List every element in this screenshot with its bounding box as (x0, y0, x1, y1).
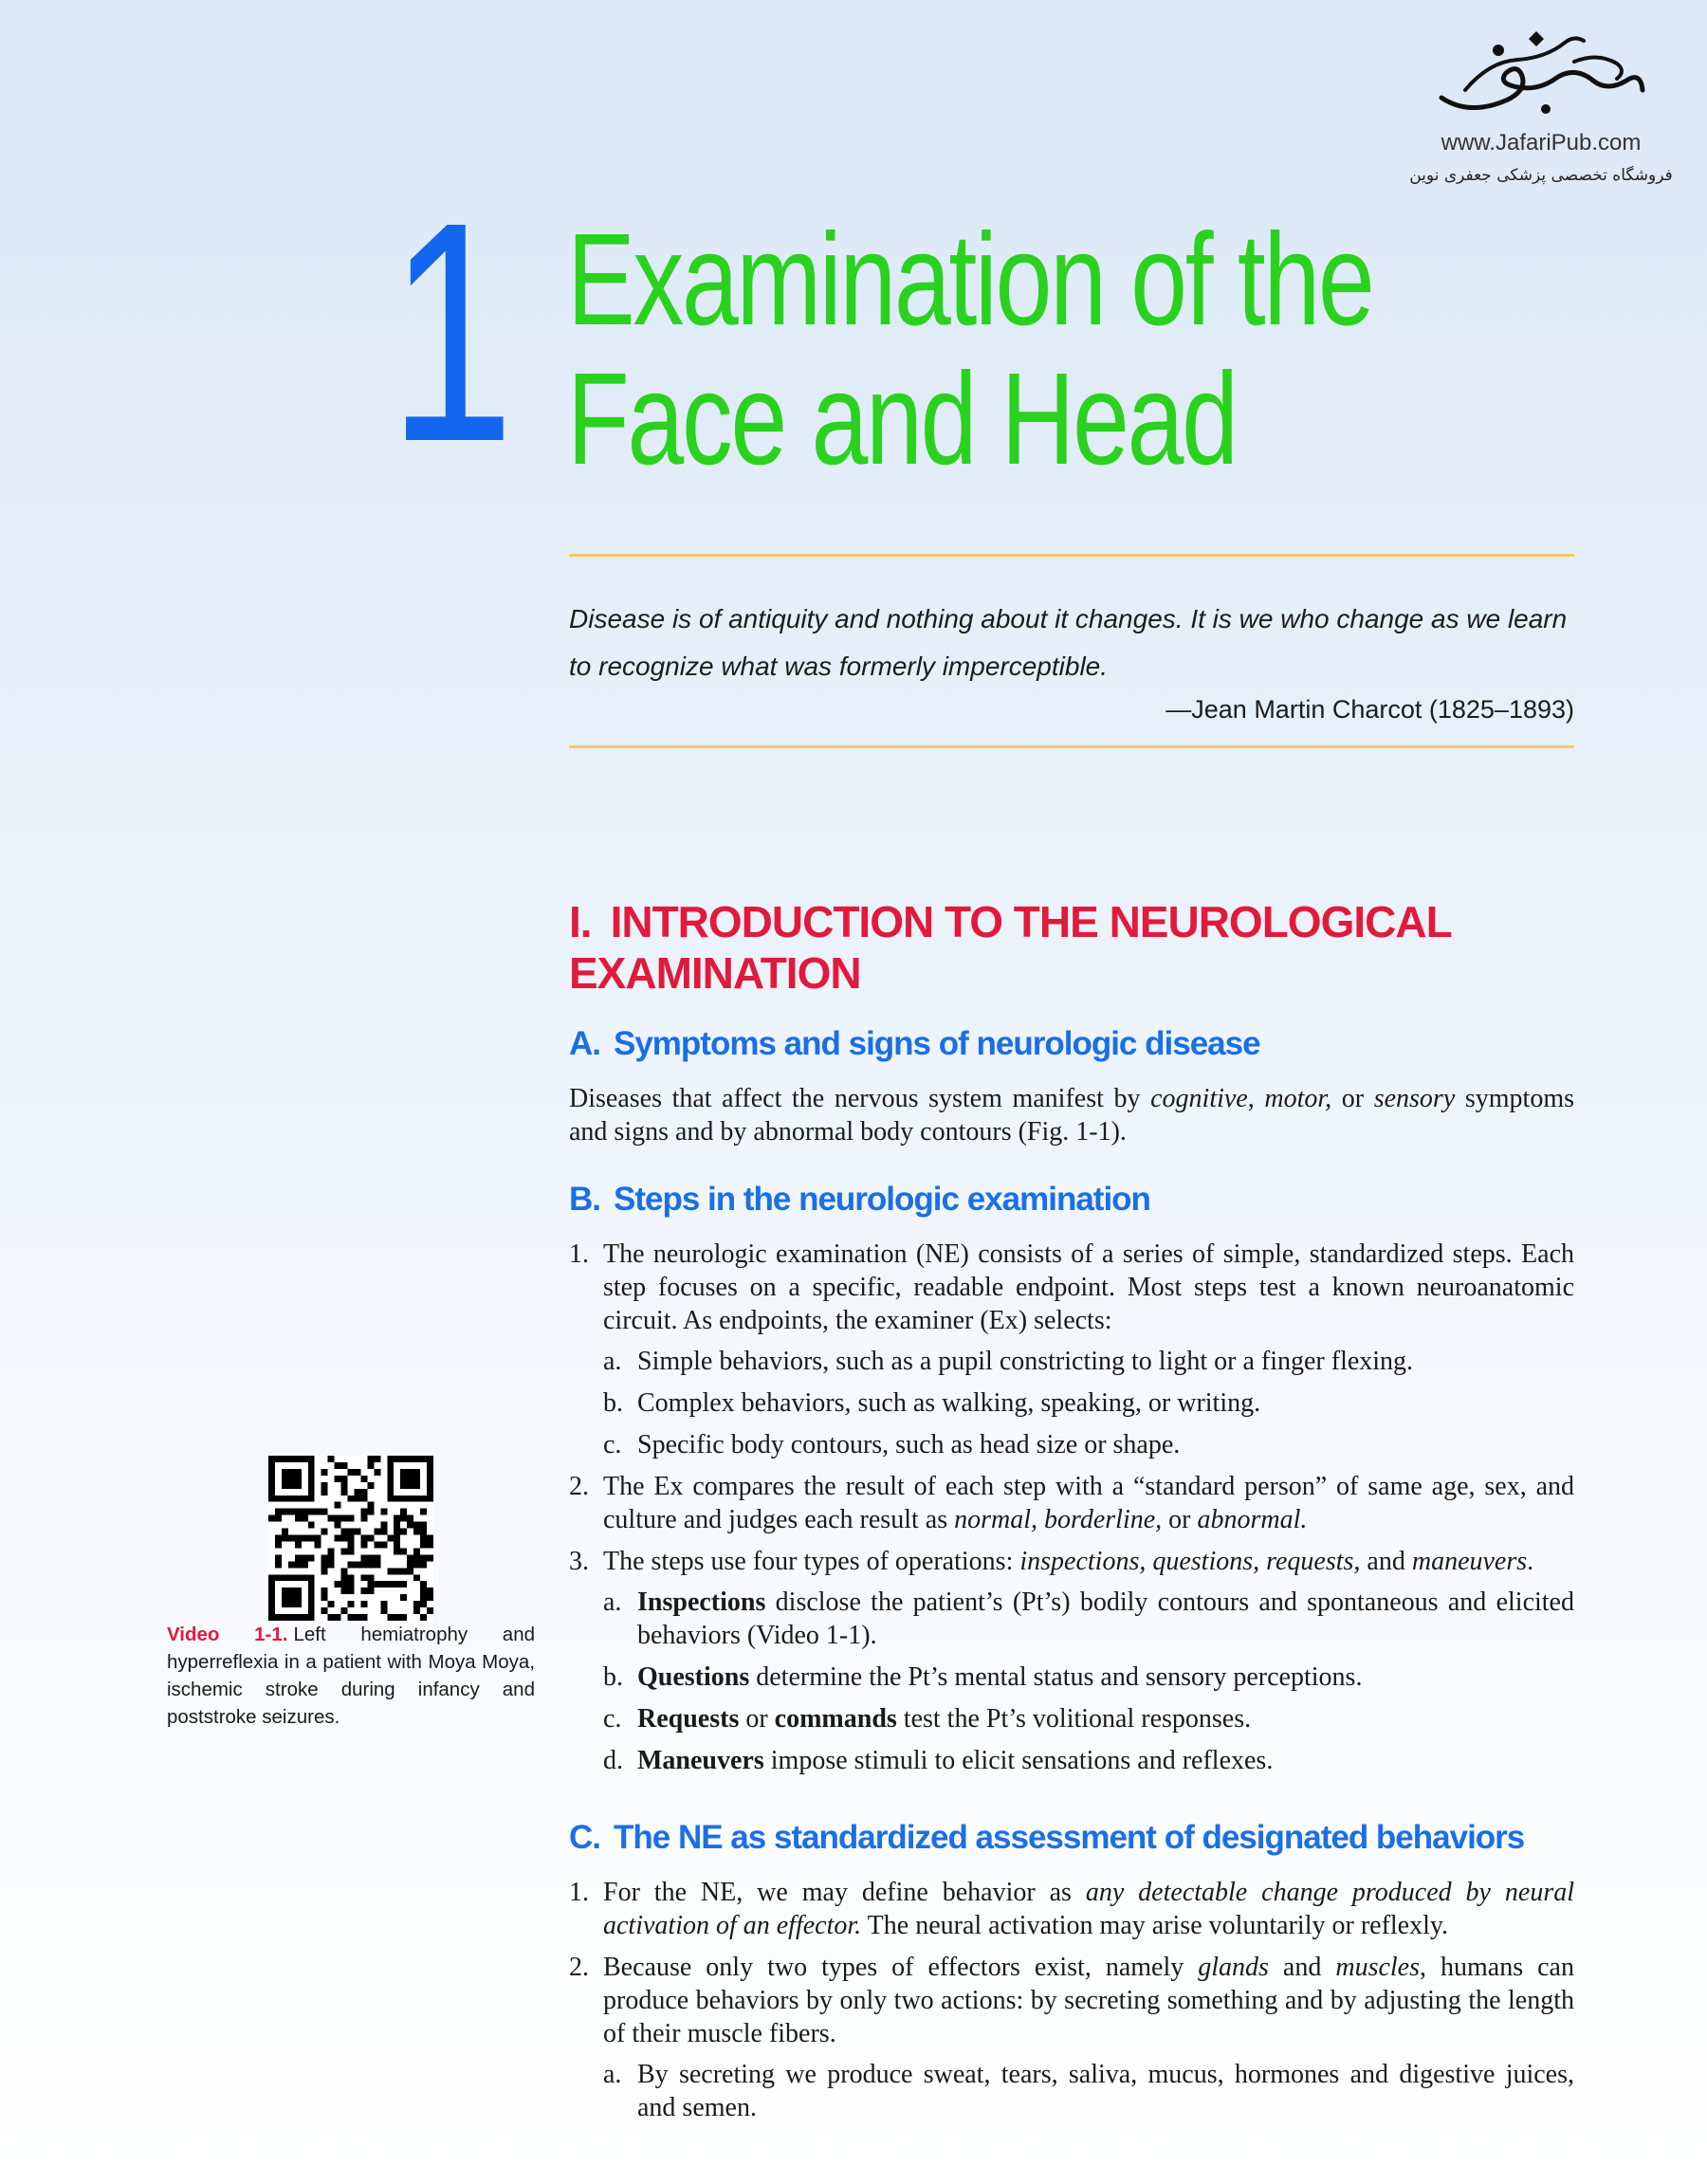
list-item (603, 1345, 1574, 1378)
list-marker: b. (603, 1662, 623, 1692)
text-run: Diseases that affect the nervous system manifest by (569, 1084, 1151, 1113)
text-run: and (1360, 1547, 1412, 1576)
video-label: Video 1-1. (167, 1624, 288, 1645)
chapter-title-line1: Examination of the (567, 207, 1373, 353)
subsection-c-heading (569, 1819, 1574, 1857)
publisher-persian-name: فروشگاه تخصصی پزشکی جعفری نوین (1409, 166, 1673, 185)
section-title: INTRODUCTION TO THE NEUROLOGICAL EXAMINATION (569, 897, 1451, 998)
publisher-emblem-icon (1432, 24, 1650, 128)
list-item (603, 2058, 1574, 2124)
text-run: , humans can produce behaviors by only two actions: by secreting something and by adjusting the length of their muscle fibers. (603, 1953, 1574, 2048)
text-run: The neural activation may arise voluntarily or reflexly. (861, 1911, 1449, 1940)
video-qr-code-icon[interactable] (268, 1456, 433, 1621)
italic-run: maneuvers (1411, 1547, 1528, 1576)
list-marker: c. (603, 1430, 622, 1459)
subsection-c-number: C. (569, 1819, 600, 1856)
list-item-text: Simple behaviors, such as a pupil constricting to light or a finger flexing. (637, 1347, 1414, 1376)
bold-run: Questions (637, 1662, 750, 1692)
italic-run: normal, borderline, (954, 1505, 1163, 1534)
italic-run: cognitive, motor, (1150, 1084, 1332, 1113)
subsection-c-list (569, 1876, 1574, 2124)
text-run: symptoms and signs and by abnormal body contours (Fig. 1-1). (569, 1084, 1574, 1147)
subsection-a-number: A. (569, 1025, 600, 1062)
epigraph-text: Disease is of antiquity and nothing about it changes. It is we who change as we learn to recognize what was formerly imperceptible. (569, 604, 1568, 681)
list-item-text: By secreting we produce sweat, tears, saliva, mucus, hormones and digestive juices, and semen. (637, 2060, 1574, 2122)
list-marker: d. (603, 1746, 623, 1775)
chapter-title-line2: Face and Head (567, 346, 1237, 492)
subsection-b-heading (569, 1181, 1574, 1219)
italic-run: abnormal. (1197, 1505, 1308, 1534)
text-run: determine the Pt’s mental status and sensory perceptions. (749, 1662, 1363, 1692)
list-marker: 3. (569, 1547, 589, 1576)
chapter-title (567, 207, 1373, 492)
list-item (603, 1702, 1574, 1735)
subsection-a-paragraph (569, 1082, 1574, 1148)
list-item (603, 1744, 1574, 1777)
italic-run: sensory (1373, 1084, 1456, 1113)
bold-run: Requests (637, 1704, 740, 1734)
text-run: impose stimuli to elicit sensations and reflexes. (763, 1746, 1274, 1775)
list-item-text: The neurologic examination (NE) consists of a series of simple, standardized steps. Each step focuses on a specific, readable endpoint. Most steps test a known neuroanatomic circuit. As endpoints, the examiner (Ex) selects: (603, 1239, 1574, 1335)
italic-run: any detectable change produced by neural activation of an effector. (603, 1878, 1574, 1940)
subsection-a-heading (569, 1025, 1574, 1063)
video-caption (167, 1621, 535, 1731)
subsection-a-title: Symptoms and signs of neurologic disease (614, 1025, 1260, 1062)
bold-run: Maneuvers (637, 1746, 764, 1775)
subsection-b-title: Steps in the neurologic examination (614, 1181, 1150, 1218)
list-marker: b. (603, 1388, 623, 1418)
text-run: or (1162, 1505, 1198, 1534)
list-item (569, 1951, 1574, 2124)
subsection-b-number: B. (569, 1181, 600, 1218)
chapter-number: 1 (389, 156, 515, 506)
subsection-b-list (569, 1238, 1574, 1777)
main-content (569, 896, 1574, 2166)
video-caption-text: Left hemiatrophy and hyperreflexia in a patient with Moya Moya, ischemic stroke during infancy and poststroke seizures. (167, 1624, 535, 1728)
list-item (569, 1545, 1574, 1777)
text-run: and (1268, 1953, 1336, 1982)
text-run: disclose the patient’s (Pt’s) bodily contours and spontaneous and elicited behaviors (Video 1-1). (637, 1588, 1574, 1650)
list-item (603, 1428, 1574, 1461)
list-marker: a. (603, 2060, 622, 2089)
list-marker: 2. (569, 1472, 589, 1501)
italic-run: inspections, questions, requests, (1019, 1547, 1361, 1576)
list-item (569, 1876, 1574, 1942)
sub-list (603, 1586, 1574, 1777)
list-marker: a. (603, 1347, 622, 1376)
list-marker: 2. (569, 1953, 589, 1982)
text-run: The steps use four types of operations: (603, 1547, 1020, 1576)
epigraph-attribution: —Jean Martin Charcot (1825–1893) (1166, 695, 1574, 724)
list-item (569, 1470, 1574, 1536)
section-number: I. (569, 897, 592, 946)
bold-run: Inspections (637, 1588, 766, 1617)
text-run: Because only two types of effectors exist, namely (603, 1953, 1199, 1982)
publisher-logo (1404, 24, 1679, 185)
list-item (603, 1586, 1574, 1652)
epigraph-bottom-rule (569, 745, 1574, 748)
sub-list (603, 2058, 1574, 2124)
text-run: or (1331, 1084, 1374, 1113)
list-item-text: Complex behaviors, such as walking, speaking, or writing. (637, 1388, 1261, 1418)
text-run: test the Pt’s volitional responses. (896, 1704, 1252, 1734)
text-run: For the NE, we may define behavior as (603, 1878, 1086, 1907)
subsection-c-title: The NE as standardized assessment of designated behaviors (614, 1819, 1525, 1856)
bold-run: commands (774, 1704, 897, 1734)
epigraph-top-rule (569, 554, 1574, 557)
list-item-text: Specific body contours, such as head size or shape. (637, 1430, 1181, 1459)
italic-run: muscles (1335, 1953, 1421, 1982)
list-marker: 1. (569, 1878, 589, 1907)
list-item (569, 1238, 1574, 1461)
list-marker: 1. (569, 1239, 589, 1269)
list-marker: a. (603, 1588, 622, 1617)
text-run: . (1527, 1547, 1534, 1576)
list-item (603, 1386, 1574, 1420)
text-run: or (739, 1704, 775, 1734)
list-marker: c. (603, 1704, 622, 1734)
publisher-url: www.JafariPub.com (1441, 130, 1642, 156)
list-item (603, 1661, 1574, 1694)
sub-list (603, 1345, 1574, 1461)
italic-run: glands (1198, 1953, 1269, 1982)
text-run: The Ex compares the result of each step with a “standard person” of same age, sex, and culture and judges each result as (603, 1472, 1574, 1534)
section-heading (569, 896, 1574, 999)
